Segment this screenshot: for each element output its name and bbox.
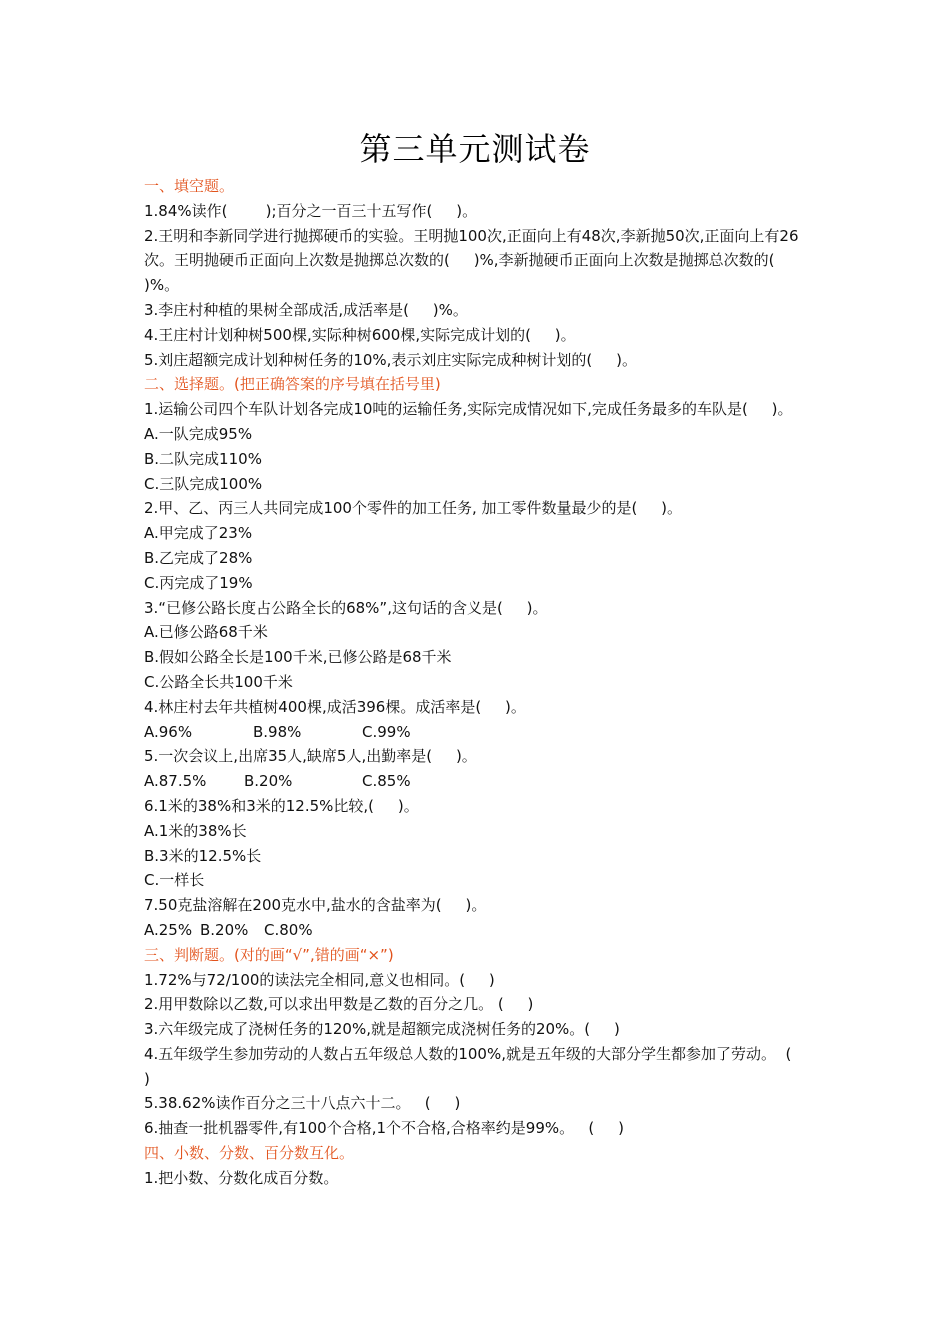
option-text: A.一队完成95%: [144, 424, 253, 443]
question-text: 4.王庄村计划种树500棵,实际种树600棵,实际完成计划的( )。: [144, 325, 576, 344]
option-text: C.一样长: [144, 871, 205, 890]
page-title: 第三单元测试卷: [359, 130, 591, 168]
option-text: A.87.5%: [144, 772, 207, 791]
option-text: A.25%: [144, 920, 193, 939]
option-row: [144, 769, 814, 794]
option-text: C.80%: [264, 920, 313, 939]
option-text: C.丙完成了19%: [144, 573, 253, 592]
option-text: A.甲完成了23%: [144, 524, 253, 543]
question-text: 1.72%与72/100的读法完全相同,意义也相同。( ): [144, 970, 495, 989]
option-text: B.20%: [200, 920, 249, 939]
question-text: 3.“已修公路长度占公路全长的68%”,这句话的含义是( )。: [144, 598, 548, 617]
test-content: [144, 174, 814, 1191]
section-heading-conversion: 四、小数、分数、百分数互化。: [144, 1144, 355, 1163]
option-text: B.乙完成了28%: [144, 548, 253, 567]
question-text: 5.一次会议上,出席35人,缺席5人,出勤率是( )。: [144, 747, 477, 766]
question-text: 2.甲、乙、丙三人共同完成100个零件的加工任务, 加工零件数量最少的是( )。: [144, 499, 683, 518]
question-text: 6.1米的38%和3米的12.5%比较,( )。: [144, 796, 419, 815]
question-text: 1.把小数、分数化成百分数。: [144, 1168, 339, 1187]
option-row: [144, 720, 814, 745]
section-heading-true-false: 三、判断题。(对的画“√”,错的画“×”): [144, 945, 394, 964]
question-text: 4.林庄村去年共植树400棵,成活396棵。成活率是( )。: [144, 697, 526, 716]
question-text: 6.抽查一批机器零件,有100个合格,1个不合格,合格率约是99%。 ( ): [144, 1119, 624, 1138]
option-text: B.假如公路全长是100千米,已修公路是68千米: [144, 648, 452, 667]
question-text: 3.李庄村种植的果树全部成活,成活率是( )%。: [144, 300, 468, 319]
option-text: B.二队完成110%: [144, 449, 262, 468]
question-text: 2.王明和李新同学进行抛掷硬币的实验。王明抛100次,正面向上有48次,李新抛50次,正面向上有26次。王明抛硬币正面向上次数是抛掷总次数的( )%,李新抛硬币正面向上次数是抛掷总次数的( )%。: [144, 226, 799, 295]
question-text: 5.刘庄超额完成计划种树任务的10%,表示刘庄实际完成种树计划的( )。: [144, 350, 637, 369]
question-text: 1.84%读作( );百分之一百三十五写作( )。: [144, 201, 478, 220]
section-heading-fill-blank: 一、填空题。: [144, 177, 235, 195]
option-row: [144, 918, 814, 943]
question-text: 2.用甲数除以乙数,可以求出甲数是乙数的百分之几。 ( ): [144, 995, 534, 1014]
option-text: C.公路全长共100千米: [144, 672, 293, 691]
option-text: A.1米的38%长: [144, 821, 247, 840]
question-text: 4.五年级学生参加劳动的人数占五年级总人数的100%,就是五年级的大部分学生都参加了劳动。 ( ): [144, 1044, 816, 1088]
option-text: A.96%: [144, 722, 193, 741]
option-text: C.85%: [362, 772, 411, 791]
option-text: B.20%: [244, 772, 293, 791]
option-text: A.已修公路68千米: [144, 623, 268, 642]
option-text: B.3米的12.5%长: [144, 846, 262, 865]
section-heading-multiple-choice: 二、选择题。(把正确答案的序号填在括号里): [144, 375, 441, 394]
option-text: C.三队完成100%: [144, 474, 263, 493]
option-text: C.99%: [362, 722, 411, 741]
question-text: 7.50克盐溶解在200克水中,盐水的含盐率为( )。: [144, 896, 487, 915]
question-text: 3.六年级完成了浇树任务的120%,就是超额完成浇树任务的20%。( ): [144, 1020, 620, 1039]
question-text: 5.38.62%读作百分之三十八点六十二。 ( ): [144, 1094, 461, 1113]
option-text: B.98%: [253, 722, 302, 741]
question-text: 1.运输公司四个车队计划各完成10吨的运输任务,实际完成情况如下,完成任务最多的车队是( )。: [144, 400, 793, 419]
